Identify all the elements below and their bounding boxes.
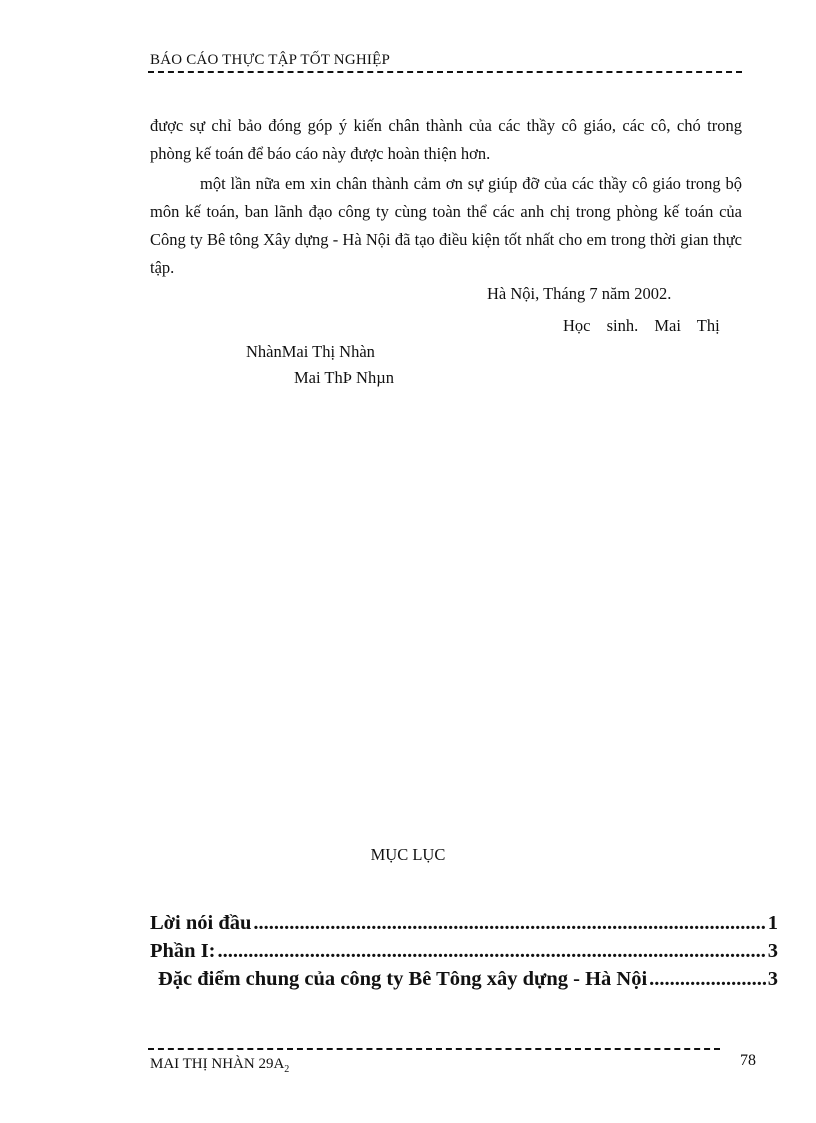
footer-name bbox=[150, 1056, 289, 1075]
header-rule bbox=[148, 71, 742, 73]
toc-title: MỤC LỤC bbox=[370, 845, 446, 864]
signature-line-2: NhànMai Thị Nhàn bbox=[246, 342, 375, 361]
toc-entry[interactable] bbox=[150, 940, 778, 963]
page-number: 78 bbox=[740, 1052, 756, 1069]
toc-leader-dots bbox=[649, 968, 766, 991]
toc-leader-dots bbox=[253, 912, 765, 935]
date-line: Hà Nội, Tháng 7 năm 2002. bbox=[487, 284, 672, 303]
toc-entry-label: Lời nói đầu bbox=[150, 912, 252, 934]
footer-name-text: MAI THỊ NHÀN 29A bbox=[150, 1056, 285, 1072]
footer-name-subscript: 2 bbox=[284, 1064, 290, 1075]
toc-entry-label: Phần I: bbox=[150, 940, 216, 962]
footer-rule bbox=[148, 1048, 720, 1050]
signature-line-1: Học sinh. Mai Thị bbox=[563, 316, 720, 335]
header-title: BÁO CÁO THỰC TẬP TỐT NGHIỆP bbox=[150, 52, 390, 68]
toc-entry-page: 1 bbox=[767, 912, 778, 934]
toc-entry-page: 3 bbox=[767, 968, 778, 990]
paragraph-1: được sự chỉ bảo đóng góp ý kiến chân thành của các thầy cô giáo, các cô, chó trong phòng kế toán để báo cáo này được hoàn thiện hơn. bbox=[150, 116, 742, 163]
toc-entry[interactable] bbox=[158, 968, 778, 991]
paragraph-2: một lần nữa em xin chân thành cảm ơn sự giúp đỡ của các thầy cô giáo trong bộ môn kế toán, ban lãnh đạo công ty cùng toàn thể các anh chị trong phòng kế toán của Công ty Bê tông Xây dựng - Hà Nội đã tạo điều kiện tốt nhất cho em trong thời gian thực tập. bbox=[150, 174, 742, 277]
toc-entry-page: 3 bbox=[767, 940, 778, 962]
signature-line-3: Mai ThÞ Nhµn bbox=[294, 368, 394, 387]
toc-entry-label: Đặc điểm chung của công ty Bê Tông xây dựng - Hà Nội bbox=[158, 968, 648, 990]
toc-leader-dots bbox=[218, 940, 766, 963]
toc-entry[interactable] bbox=[150, 912, 778, 935]
